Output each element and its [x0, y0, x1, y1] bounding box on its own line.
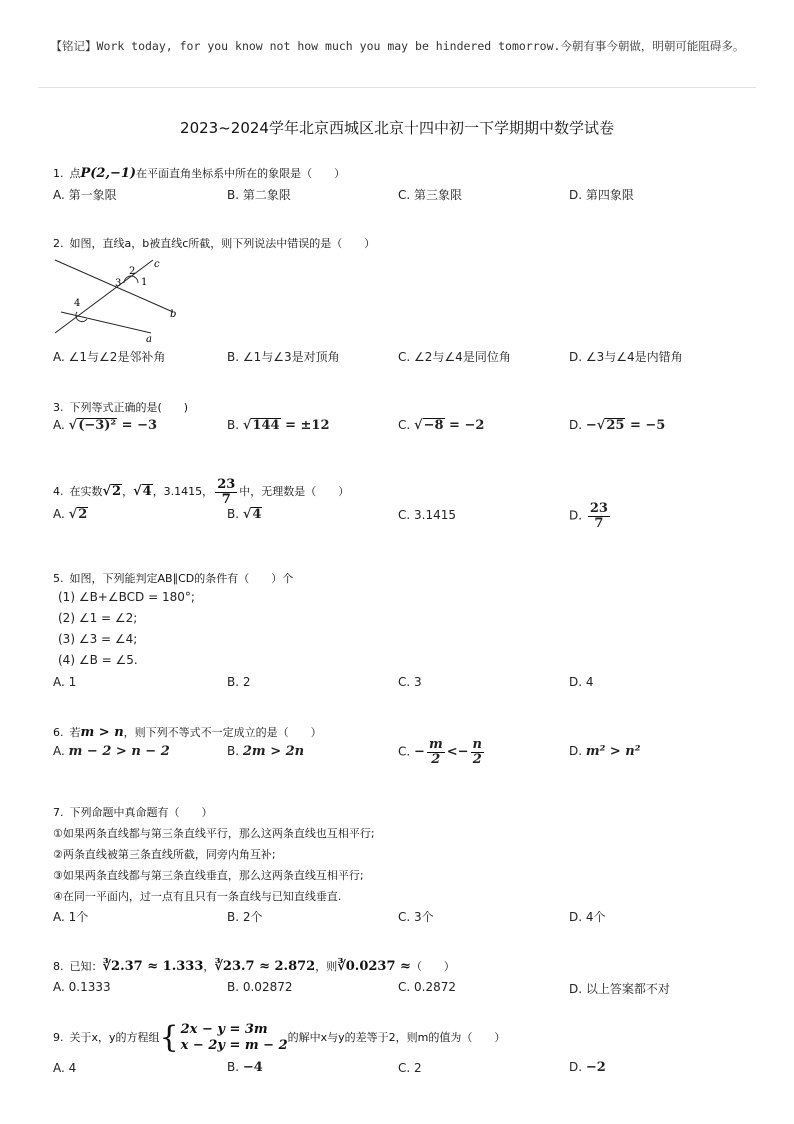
q3-option-c[interactable]: C. √−8 = −2	[398, 418, 485, 433]
q8-option-d[interactable]: D. 以上答案都不对	[569, 982, 670, 996]
q4-option-c[interactable]: C. 3.1415	[398, 508, 456, 522]
q5-option-a[interactable]: A. 1	[53, 675, 77, 689]
q2-option-a[interactable]: A. ∠1与∠2是邻补角	[53, 350, 166, 364]
header-divider	[38, 87, 756, 88]
q5-condition-1: (1) ∠B+∠BCD = 180°;	[58, 590, 195, 604]
label-angle-2: 2	[129, 266, 136, 277]
exam-title: 2023~2024学年北京西城区北京十四中初一下学期期中数学试卷	[180, 119, 614, 137]
q2-option-d[interactable]: D. ∠3与∠4是内错角	[569, 350, 683, 364]
label-angle-4: 4	[74, 298, 81, 309]
label-b: b	[170, 309, 177, 320]
q7-statement-3: ③如果两条直线都与第三条直线垂直，那么这两条直线互相平行;	[53, 869, 364, 882]
q6-option-a[interactable]: A. m − 2 > n − 2	[53, 744, 170, 759]
q5-option-c[interactable]: C. 3	[398, 675, 422, 689]
q9-option-a[interactable]: A. 4	[53, 1061, 77, 1075]
q1-option-c[interactable]: C. 第三象限	[398, 188, 463, 202]
q7-option-c[interactable]: C. 3个	[398, 910, 434, 924]
question-7-stem: 7. 下列命题中真命题有（ ）	[53, 806, 213, 819]
q9-option-b[interactable]: B. −4	[227, 1060, 263, 1075]
q7-option-a[interactable]: A. 1个	[53, 910, 89, 924]
q8-option-a[interactable]: A. 0.1333	[53, 980, 111, 994]
motto-banner: 【铭记】Work today, for you know not how much you may be hindered tomorrow.今朝有事今朝做，明朝可能阻碍多。	[50, 39, 745, 53]
q6-option-c[interactable]: C. − $\frac{m}{2}$ <− $\frac{n}{2}$	[398, 737, 482, 767]
q1-option-d[interactable]: D. 第四象限	[569, 188, 634, 202]
q7-option-b[interactable]: B. 2个	[227, 910, 263, 924]
q3-option-d[interactable]: D. −√25 = −5	[569, 418, 666, 433]
label-c: c	[154, 259, 160, 270]
question-5-stem: 5. 如图，下列能判定AB∥CD的条件有（ ）个	[53, 572, 294, 585]
q2-option-c[interactable]: C. ∠2与∠4是同位角	[398, 350, 511, 364]
q9-option-c[interactable]: C. 2	[398, 1061, 422, 1075]
q4-option-b[interactable]: B. √4	[227, 507, 262, 522]
question-2-stem: 2. 如图，直线a，b被直线c所截，则下列说法中错误的是（ ）	[53, 237, 376, 250]
question-1-stem: 1. 点P(2,−1)在平面直角坐标系中所在的象限是（ ）	[53, 166, 346, 181]
q2-option-b[interactable]: B. ∠1与∠3是对顶角	[227, 350, 340, 364]
q5-option-b[interactable]: B. 2	[227, 675, 251, 689]
question-6-stem: 6. 若m > n，则下列不等式不一定成立的是（ ）	[53, 725, 322, 740]
question-8-stem: 8. 已知：∛2.37 ≈ 1.333，∛23.7 ≈ 2.872，则∛0.0237 ≈（ ）	[53, 959, 455, 974]
label-angle-3: 3	[115, 278, 122, 289]
q5-condition-4: (4) ∠B = ∠5.	[58, 653, 138, 667]
q4-option-a[interactable]: A. √2	[53, 507, 88, 522]
line-a	[61, 312, 151, 333]
q1-option-b[interactable]: B. 第二象限	[227, 188, 291, 202]
q1-option-a[interactable]: A. 第一象限	[53, 188, 117, 202]
q5-condition-2: (2) ∠1 = ∠2;	[58, 611, 138, 625]
point-p: P(2,−1)	[80, 166, 137, 181]
question-3-stem: 3. 下列等式正确的是( )	[53, 401, 189, 414]
q6-option-d[interactable]: D. m² > n²	[569, 744, 641, 759]
q7-option-d[interactable]: D. 4个	[569, 910, 606, 924]
q3-option-b[interactable]: B. √144 = ±12	[227, 418, 330, 433]
q5-option-d[interactable]: D. 4	[569, 675, 594, 689]
equation-system: { 2x − y = 3m x − 2y = m − 2	[159, 1020, 288, 1055]
q5-condition-3: (3) ∠3 = ∠4;	[58, 632, 138, 646]
question-4-stem: 4. 在实数√2，√4，3.1415， $\frac{23}{7}$ 中，无理数是（ ）	[53, 477, 350, 507]
q7-statement-1: ①如果两条直线都与第三条直线平行，那么这两条直线也互相平行;	[53, 827, 375, 840]
lines-transversal-figure	[53, 255, 183, 345]
q6-option-b[interactable]: B. 2m > 2n	[227, 744, 305, 759]
q4-option-d[interactable]: D. $\frac{23}{7}$	[569, 501, 608, 531]
question-9-stem: 9. 关于x，y的方程组 { 2x − y = 3m x − 2y = m − 2 的解中x与y的差等于2，则m的值为（ ）	[53, 1020, 506, 1055]
q8-option-b[interactable]: B. 0.02872	[227, 980, 293, 994]
q7-statement-4: ④在同一平面内，过一点有且只有一条直线与已知直线垂直.	[53, 890, 342, 903]
q3-option-a[interactable]: A. √(−3)² = −3	[53, 418, 158, 433]
q9-option-d[interactable]: D. −2	[569, 1060, 606, 1075]
q7-statement-2: ②两条直线被第三条直线所截，同旁内角互补;	[53, 848, 276, 861]
q8-option-c[interactable]: C. 0.2872	[398, 980, 456, 994]
label-a: a	[146, 334, 152, 345]
label-angle-1: 1	[141, 277, 148, 288]
